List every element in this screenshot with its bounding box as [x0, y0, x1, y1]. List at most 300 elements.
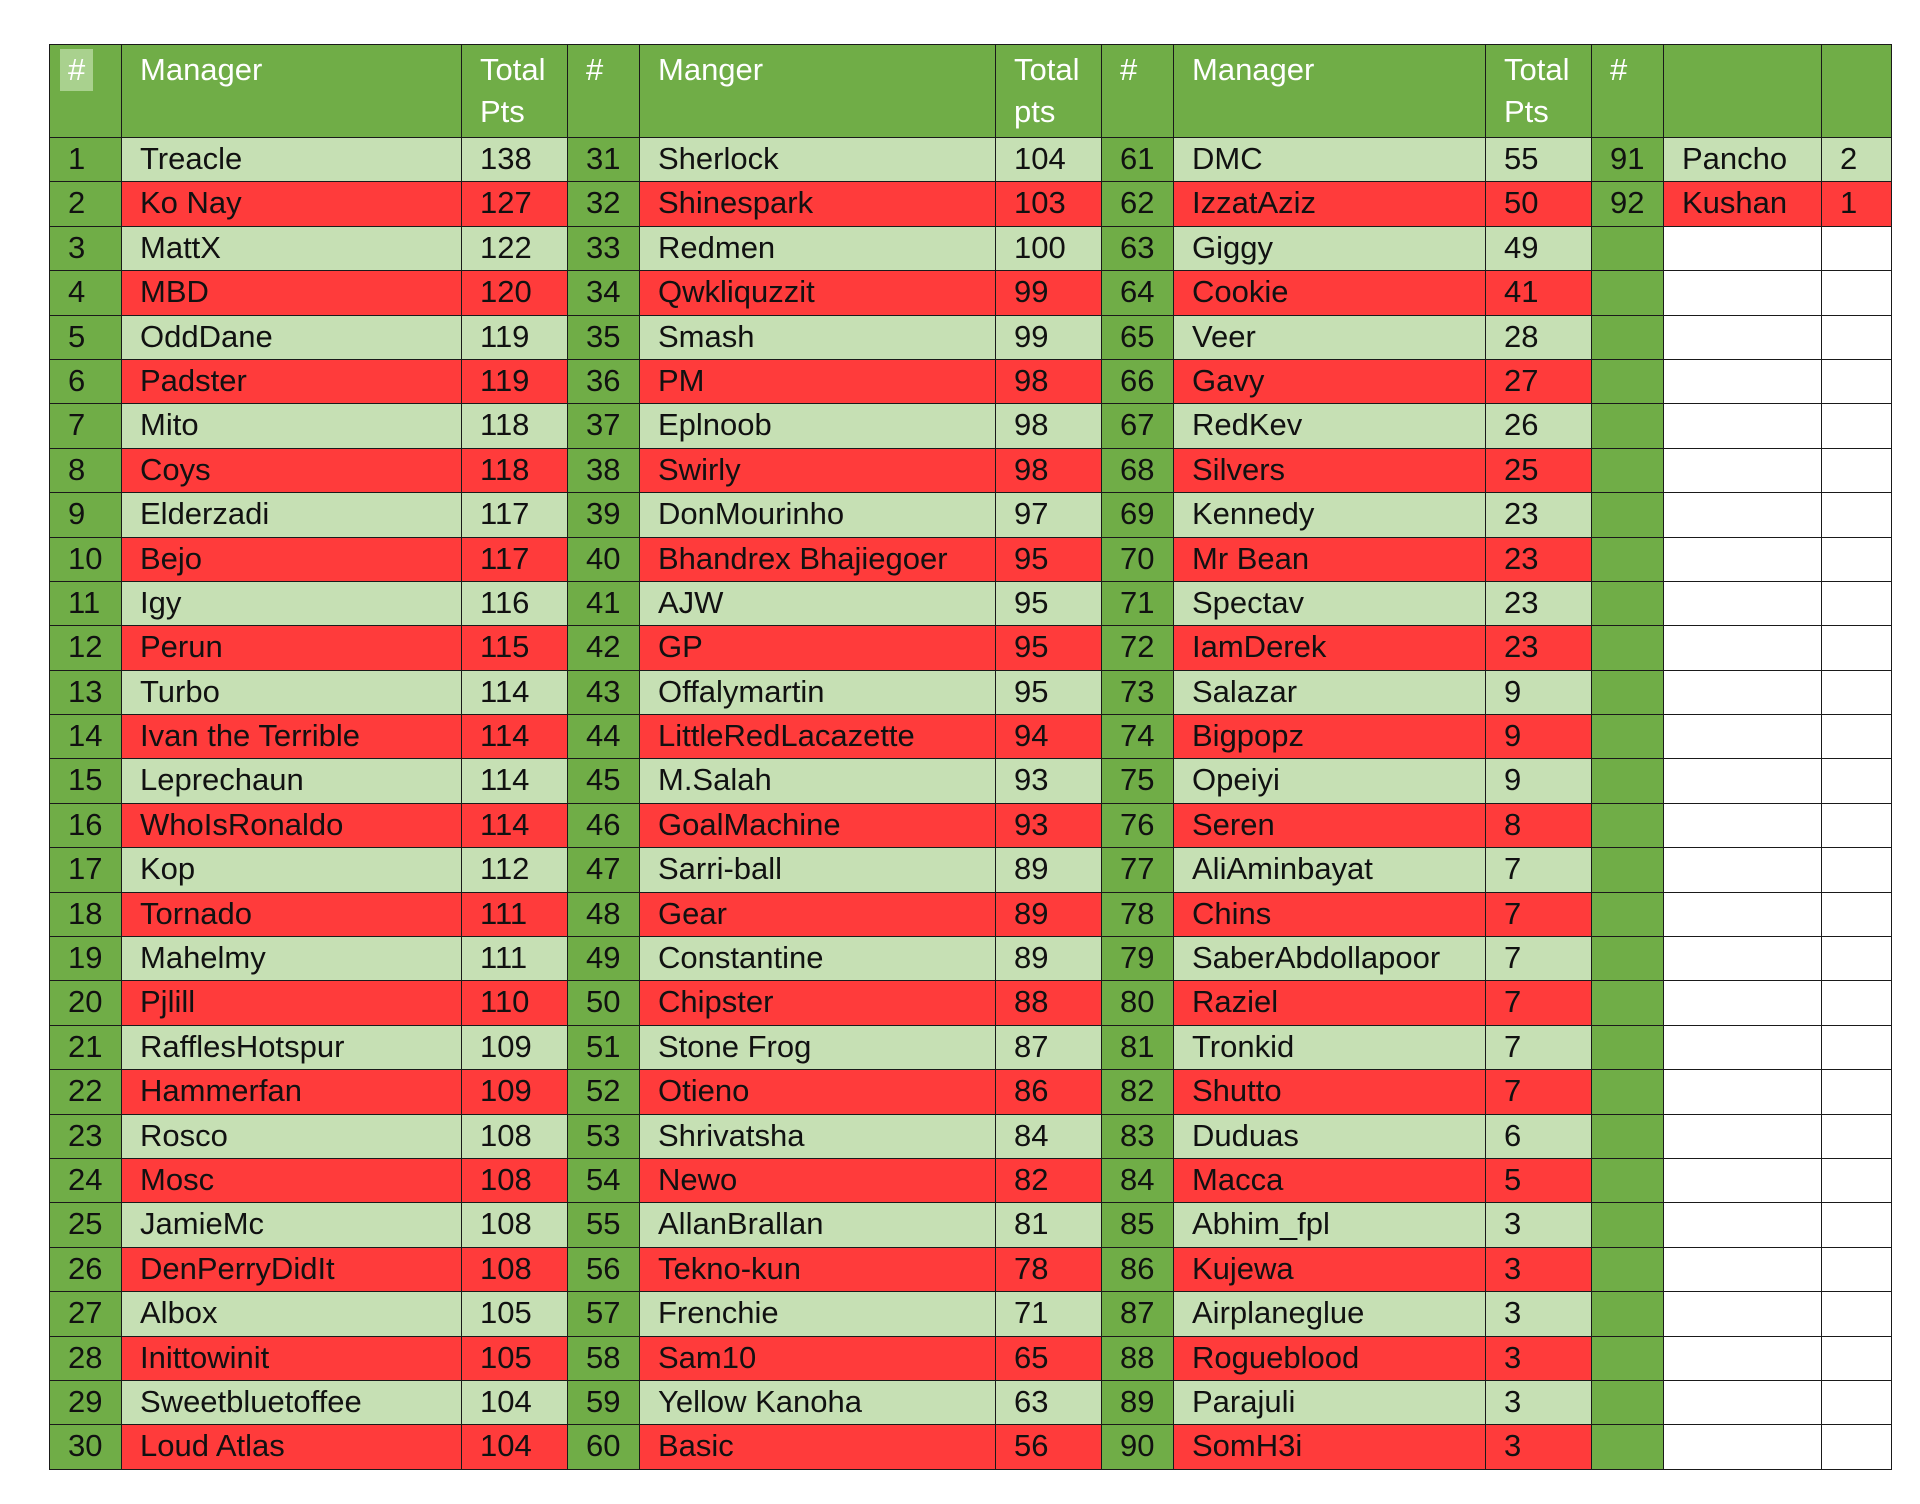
points-cell: 116 [462, 581, 568, 625]
rank-cell: 29 [50, 1380, 122, 1424]
manager-cell: Mito [122, 404, 462, 448]
rank-cell: 19 [50, 937, 122, 981]
rank-cell [1592, 404, 1664, 448]
manager-cell [1664, 670, 1822, 714]
points-cell: 41 [1486, 271, 1592, 315]
points-cell: 98 [996, 448, 1102, 492]
manager-cell [1664, 493, 1822, 537]
manager-cell: MBD [122, 271, 462, 315]
points-cell: 119 [462, 359, 568, 403]
points-cell: 89 [996, 937, 1102, 981]
points-cell: 5 [1486, 1158, 1592, 1202]
manager-cell: Airplaneglue [1174, 1292, 1486, 1336]
manager-cell: Cookie [1174, 271, 1486, 315]
rank-cell: 54 [568, 1158, 640, 1202]
rank-cell: 30 [50, 1425, 122, 1469]
rank-cell [1592, 1203, 1664, 1247]
manager-cell: Veer [1174, 315, 1486, 359]
points-cell: 9 [1486, 670, 1592, 714]
points-cell: 86 [996, 1070, 1102, 1114]
manager-cell: Spectav [1174, 581, 1486, 625]
points-cell: 56 [996, 1425, 1102, 1469]
rank-cell: 16 [50, 803, 122, 847]
points-cell [1822, 1114, 1892, 1158]
rank-cell: 62 [1102, 182, 1174, 226]
points-cell: 118 [462, 404, 568, 448]
points-cell: 7 [1486, 848, 1592, 892]
points-cell [1822, 759, 1892, 803]
points-cell: 117 [462, 493, 568, 537]
rank-cell: 69 [1102, 493, 1174, 537]
points-cell: 28 [1486, 315, 1592, 359]
table-row [50, 1292, 1892, 1336]
manager-cell [1664, 271, 1822, 315]
table-row [50, 448, 1892, 492]
points-cell: 7 [1486, 1025, 1592, 1069]
manager-cell: Shinespark [640, 182, 996, 226]
rank-cell: 66 [1102, 359, 1174, 403]
manager-cell: Albox [122, 1292, 462, 1336]
points-cell [1822, 315, 1892, 359]
manager-cell: Pancho [1664, 138, 1822, 182]
manager-cell: Sam10 [640, 1336, 996, 1380]
points-cell: 87 [996, 1025, 1102, 1069]
manager-cell: M.Salah [640, 759, 996, 803]
points-cell: 99 [996, 271, 1102, 315]
manager-cell: Bhandrex Bhajiegoer [640, 537, 996, 581]
table-row [50, 315, 1892, 359]
manager-cell: Mosc [122, 1158, 462, 1202]
points-cell: 25 [1486, 448, 1592, 492]
rank-cell: 27 [50, 1292, 122, 1336]
points-cell: 7 [1486, 1070, 1592, 1114]
points-cell: 23 [1486, 537, 1592, 581]
manager-cell: GP [640, 626, 996, 670]
rank-cell: 59 [568, 1380, 640, 1424]
points-cell: 9 [1486, 759, 1592, 803]
points-cell [1822, 1380, 1892, 1424]
manager-cell: AliAminbayat [1174, 848, 1486, 892]
points-cell [1822, 493, 1892, 537]
manager-cell: Parajuli [1174, 1380, 1486, 1424]
rank-cell: 40 [568, 537, 640, 581]
manager-cell: Igy [122, 581, 462, 625]
manager-cell: Pjlill [122, 981, 462, 1025]
points-cell: 103 [996, 182, 1102, 226]
rank-cell: 15 [50, 759, 122, 803]
manager-cell: Mahelmy [122, 937, 462, 981]
table-row [50, 1336, 1892, 1380]
manager-cell [1664, 981, 1822, 1025]
table-row [50, 759, 1892, 803]
manager-cell: DMC [1174, 138, 1486, 182]
header-pts-2: Total pts [996, 45, 1102, 138]
manager-cell: Bejo [122, 537, 462, 581]
rank-cell: 56 [568, 1247, 640, 1291]
points-cell [1822, 803, 1892, 847]
rank-cell [1592, 1336, 1664, 1380]
manager-cell: PM [640, 359, 996, 403]
rank-cell: 3 [50, 226, 122, 270]
points-cell: 127 [462, 182, 568, 226]
rank-cell: 4 [50, 271, 122, 315]
points-cell: 7 [1486, 937, 1592, 981]
table-row [50, 803, 1892, 847]
rank-cell: 49 [568, 937, 640, 981]
rank-cell [1592, 848, 1664, 892]
rank-cell [1592, 803, 1664, 847]
manager-cell [1664, 1203, 1822, 1247]
points-cell: 3 [1486, 1203, 1592, 1247]
points-cell: 114 [462, 759, 568, 803]
rank-cell: 25 [50, 1203, 122, 1247]
rank-cell: 39 [568, 493, 640, 537]
manager-cell: Silvers [1174, 448, 1486, 492]
manager-cell: Constantine [640, 937, 996, 981]
manager-cell: Otieno [640, 1070, 996, 1114]
points-cell: 88 [996, 981, 1102, 1025]
rank-cell: 32 [568, 182, 640, 226]
manager-cell: WhoIsRonaldo [122, 803, 462, 847]
points-cell: 104 [996, 138, 1102, 182]
header-manager-3: Manager [1174, 45, 1486, 138]
rank-cell: 65 [1102, 315, 1174, 359]
manager-cell: Tekno-kun [640, 1247, 996, 1291]
table-row [50, 892, 1892, 936]
points-cell: 71 [996, 1292, 1102, 1336]
points-cell [1822, 581, 1892, 625]
points-cell: 105 [462, 1292, 568, 1336]
manager-cell: Qwkliquzzit [640, 271, 996, 315]
rank-cell: 28 [50, 1336, 122, 1380]
points-cell [1822, 1025, 1892, 1069]
table-row [50, 581, 1892, 625]
manager-cell: Stone Frog [640, 1025, 996, 1069]
points-cell: 115 [462, 626, 568, 670]
points-cell: 23 [1486, 493, 1592, 537]
rank-cell [1592, 626, 1664, 670]
table-row [50, 1247, 1892, 1291]
manager-cell [1664, 1247, 1822, 1291]
points-cell: 23 [1486, 581, 1592, 625]
rank-cell: 33 [568, 226, 640, 270]
points-cell: 89 [996, 848, 1102, 892]
rank-cell: 48 [568, 892, 640, 936]
manager-cell: Chipster [640, 981, 996, 1025]
points-cell: 99 [996, 315, 1102, 359]
rank-cell: 61 [1102, 138, 1174, 182]
rank-cell: 38 [568, 448, 640, 492]
manager-cell: Leprechaun [122, 759, 462, 803]
rank-cell [1592, 537, 1664, 581]
manager-cell: Loud Atlas [122, 1425, 462, 1469]
manager-cell [1664, 1292, 1822, 1336]
table-row [50, 271, 1892, 315]
rank-cell: 51 [568, 1025, 640, 1069]
manager-cell: IamDerek [1174, 626, 1486, 670]
rank-cell [1592, 315, 1664, 359]
rank-cell: 84 [1102, 1158, 1174, 1202]
manager-cell: Treacle [122, 138, 462, 182]
rank-cell [1592, 1425, 1664, 1469]
points-cell [1822, 1425, 1892, 1469]
rank-cell: 1 [50, 138, 122, 182]
rank-cell: 6 [50, 359, 122, 403]
manager-cell: Raziel [1174, 981, 1486, 1025]
points-cell: 63 [996, 1380, 1102, 1424]
manager-cell: Rogueblood [1174, 1336, 1486, 1380]
points-cell: 105 [462, 1336, 568, 1380]
manager-cell: Bigpopz [1174, 715, 1486, 759]
manager-cell: Sarri-ball [640, 848, 996, 892]
points-cell: 108 [462, 1158, 568, 1202]
manager-cell: Ko Nay [122, 182, 462, 226]
points-cell: 118 [462, 448, 568, 492]
header-rank-4: # [1592, 45, 1664, 138]
points-cell [1822, 1292, 1892, 1336]
rank-cell: 80 [1102, 981, 1174, 1025]
table-row [50, 715, 1892, 759]
rank-cell: 88 [1102, 1336, 1174, 1380]
points-cell: 112 [462, 848, 568, 892]
manager-cell: AJW [640, 581, 996, 625]
manager-cell [1664, 715, 1822, 759]
points-cell: 109 [462, 1025, 568, 1069]
manager-cell: Inittowinit [122, 1336, 462, 1380]
manager-cell: Gavy [1174, 359, 1486, 403]
points-cell: 98 [996, 359, 1102, 403]
rank-cell: 8 [50, 448, 122, 492]
standings-table [49, 44, 1892, 1470]
points-cell: 55 [1486, 138, 1592, 182]
manager-cell [1664, 1025, 1822, 1069]
manager-cell: IzzatAziz [1174, 182, 1486, 226]
rank-cell: 7 [50, 404, 122, 448]
rank-cell: 91 [1592, 138, 1664, 182]
rank-cell: 2 [50, 182, 122, 226]
manager-cell [1664, 404, 1822, 448]
points-cell: 119 [462, 315, 568, 359]
manager-cell: AllanBrallan [640, 1203, 996, 1247]
manager-cell: Frenchie [640, 1292, 996, 1336]
rank-cell [1592, 759, 1664, 803]
rank-cell: 79 [1102, 937, 1174, 981]
rank-cell: 21 [50, 1025, 122, 1069]
rank-cell: 43 [568, 670, 640, 714]
manager-cell: Newo [640, 1158, 996, 1202]
rank-cell: 17 [50, 848, 122, 892]
rank-cell: 36 [568, 359, 640, 403]
rank-cell [1592, 581, 1664, 625]
manager-cell: Giggy [1174, 226, 1486, 270]
manager-cell: Swirly [640, 448, 996, 492]
manager-cell [1664, 1425, 1822, 1469]
points-cell [1822, 1158, 1892, 1202]
rank-cell: 63 [1102, 226, 1174, 270]
manager-cell: Duduas [1174, 1114, 1486, 1158]
header-manager-2: Manger [640, 45, 996, 138]
points-cell: 98 [996, 404, 1102, 448]
rank-cell: 57 [568, 1292, 640, 1336]
points-cell: 100 [996, 226, 1102, 270]
table-row [50, 138, 1892, 182]
rank-cell: 18 [50, 892, 122, 936]
points-cell [1822, 715, 1892, 759]
points-cell: 120 [462, 271, 568, 315]
rank-cell: 86 [1102, 1247, 1174, 1291]
manager-cell [1664, 537, 1822, 581]
manager-cell [1664, 1070, 1822, 1114]
table-row [50, 404, 1892, 448]
manager-cell: Offalymartin [640, 670, 996, 714]
manager-cell: Shrivatsha [640, 1114, 996, 1158]
manager-cell: RedKev [1174, 404, 1486, 448]
table-row [50, 226, 1892, 270]
points-cell [1822, 626, 1892, 670]
points-cell: 26 [1486, 404, 1592, 448]
rank-cell: 52 [568, 1070, 640, 1114]
points-cell [1822, 1203, 1892, 1247]
points-cell: 108 [462, 1203, 568, 1247]
header-manager-4 [1664, 45, 1822, 138]
points-cell: 3 [1486, 1425, 1592, 1469]
points-cell: 23 [1486, 626, 1592, 670]
points-cell: 3 [1486, 1247, 1592, 1291]
rank-cell: 64 [1102, 271, 1174, 315]
points-cell: 3 [1486, 1336, 1592, 1380]
table-row [50, 670, 1892, 714]
rank-cell: 12 [50, 626, 122, 670]
manager-cell: DonMourinho [640, 493, 996, 537]
table-row [50, 981, 1892, 1025]
points-cell: 104 [462, 1425, 568, 1469]
manager-cell [1664, 892, 1822, 936]
rank-cell [1592, 1247, 1664, 1291]
manager-cell: Gear [640, 892, 996, 936]
manager-cell: RafflesHotspur [122, 1025, 462, 1069]
rank-cell: 90 [1102, 1425, 1174, 1469]
manager-cell: Kujewa [1174, 1247, 1486, 1291]
points-cell: 108 [462, 1114, 568, 1158]
manager-cell: Tornado [122, 892, 462, 936]
rank-cell: 85 [1102, 1203, 1174, 1247]
table-row [50, 1025, 1892, 1069]
header-rank-1: # [50, 45, 122, 138]
points-cell: 95 [996, 537, 1102, 581]
rank-cell: 37 [568, 404, 640, 448]
points-cell: 111 [462, 937, 568, 981]
rank-cell: 73 [1102, 670, 1174, 714]
points-cell [1822, 981, 1892, 1025]
manager-cell [1664, 759, 1822, 803]
manager-cell: Yellow Kanoha [640, 1380, 996, 1424]
points-cell: 9 [1486, 715, 1592, 759]
rank-cell: 34 [568, 271, 640, 315]
points-cell [1822, 537, 1892, 581]
points-cell: 50 [1486, 182, 1592, 226]
rank-cell: 26 [50, 1247, 122, 1291]
rank-cell: 70 [1102, 537, 1174, 581]
manager-cell: Kop [122, 848, 462, 892]
manager-cell: SaberAbdollapoor [1174, 937, 1486, 981]
rank-cell: 77 [1102, 848, 1174, 892]
rank-cell: 22 [50, 1070, 122, 1114]
manager-cell [1664, 626, 1822, 670]
manager-cell: MattX [122, 226, 462, 270]
rank-cell: 76 [1102, 803, 1174, 847]
rank-cell: 72 [1102, 626, 1174, 670]
manager-cell: Macca [1174, 1158, 1486, 1202]
rank-cell: 87 [1102, 1292, 1174, 1336]
table-row [50, 1203, 1892, 1247]
manager-cell: Basic [640, 1425, 996, 1469]
rank-cell [1592, 981, 1664, 1025]
header-manager-1: Manager [122, 45, 462, 138]
rank-cell: 82 [1102, 1070, 1174, 1114]
rank-cell [1592, 359, 1664, 403]
points-cell [1822, 937, 1892, 981]
rank-cell: 58 [568, 1336, 640, 1380]
rank-cell: 67 [1102, 404, 1174, 448]
points-cell: 110 [462, 981, 568, 1025]
rank-cell: 45 [568, 759, 640, 803]
rank-cell [1592, 226, 1664, 270]
manager-cell [1664, 937, 1822, 981]
table-row [50, 1070, 1892, 1114]
points-cell: 81 [996, 1203, 1102, 1247]
points-cell: 111 [462, 892, 568, 936]
points-cell [1822, 226, 1892, 270]
manager-cell: GoalMachine [640, 803, 996, 847]
points-cell: 138 [462, 138, 568, 182]
points-cell: 93 [996, 803, 1102, 847]
rank-cell: 24 [50, 1158, 122, 1202]
points-cell: 94 [996, 715, 1102, 759]
points-cell [1822, 670, 1892, 714]
rank-cell: 46 [568, 803, 640, 847]
header-row [50, 45, 1892, 138]
points-cell: 95 [996, 670, 1102, 714]
manager-cell: Salazar [1174, 670, 1486, 714]
points-cell [1822, 1336, 1892, 1380]
manager-cell: Smash [640, 315, 996, 359]
manager-cell: Sweetbluetoffee [122, 1380, 462, 1424]
manager-cell: Seren [1174, 803, 1486, 847]
points-cell: 108 [462, 1247, 568, 1291]
points-cell [1822, 271, 1892, 315]
rank-cell: 50 [568, 981, 640, 1025]
header-pts-1: Total Pts [462, 45, 568, 138]
manager-cell [1664, 1380, 1822, 1424]
points-cell: 84 [996, 1114, 1102, 1158]
points-cell [1822, 1247, 1892, 1291]
rank-cell [1592, 715, 1664, 759]
table-body [50, 138, 1892, 1470]
rank-cell: 92 [1592, 182, 1664, 226]
points-cell: 49 [1486, 226, 1592, 270]
header-rank-3: # [1102, 45, 1174, 138]
points-cell [1822, 848, 1892, 892]
manager-cell: Shutto [1174, 1070, 1486, 1114]
rank-cell [1592, 670, 1664, 714]
rank-cell: 9 [50, 493, 122, 537]
rank-cell: 53 [568, 1114, 640, 1158]
points-cell [1822, 404, 1892, 448]
rank-cell: 41 [568, 581, 640, 625]
manager-cell: Mr Bean [1174, 537, 1486, 581]
rank-cell: 13 [50, 670, 122, 714]
points-cell: 97 [996, 493, 1102, 537]
